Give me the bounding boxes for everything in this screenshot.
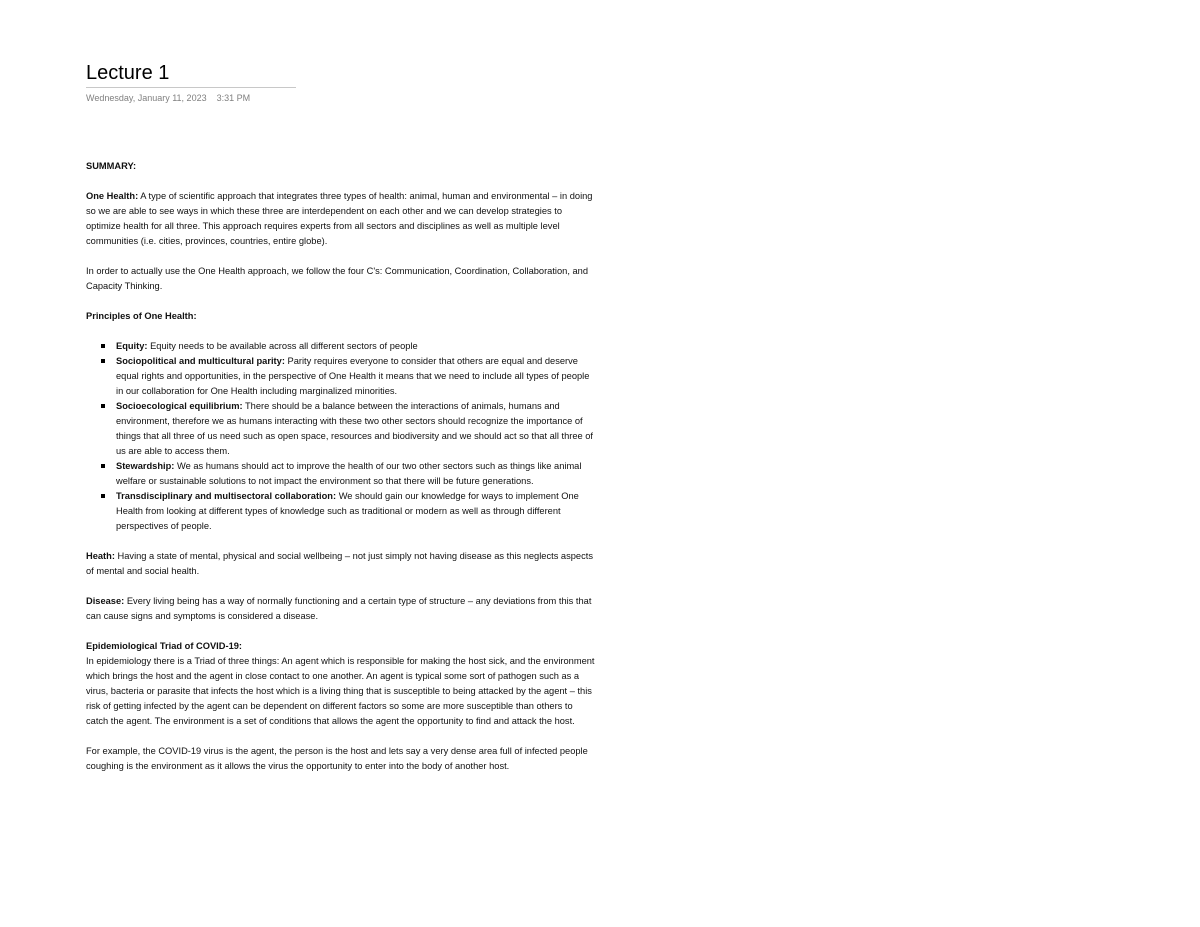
- principles-heading: Principles of One Health:: [86, 311, 197, 321]
- principle-term: Socioecological equilibrium:: [116, 401, 243, 411]
- principle-text: Parity requires everyone to consider that others are equal and deserve equal rights and opportunities, in the perspective of One Health it means that we need to include all types of people in our collaboration for One Health including marginalized minorities.: [116, 356, 590, 396]
- summary-heading: SUMMARY:: [86, 161, 137, 171]
- health-paragraph: [86, 549, 596, 579]
- principle-term: Stewardship:: [116, 461, 175, 471]
- page-time: 3:31 PM: [216, 93, 251, 103]
- note-body[interactable]: [86, 159, 596, 789]
- principle-item: [116, 489, 596, 534]
- example-paragraph: For example, the COVID-19 virus is the agent, the person is the host and lets say a very dense area full of infected people coughing is the environment as it allows the virus the opportunity to enter into the body of another host.: [86, 746, 588, 771]
- triad-paragraph: [86, 639, 596, 729]
- principle-text: We as humans should act to improve the health of our two other sectors such as things like animal welfare or sustainable solutions to not impact the environment so that there will be future generations.: [116, 461, 582, 486]
- principle-item: [116, 354, 596, 399]
- page-timestamp: [86, 92, 296, 104]
- health-text: Having a state of mental, physical and social wellbeing – not just simply not having disease as this neglects aspects of mental and social health.: [86, 551, 593, 576]
- principle-text: Equity needs to be available across all different sectors of people: [150, 341, 418, 351]
- principle-text: There should be a balance between the interactions of animals, humans and environment, therefore we as humans interacting with these two other sectors should recognize the importance of things that all three of us need such as open space, resources and biodiversity and we should act so that all three of us are able to access them.: [116, 401, 594, 456]
- principle-text: We should gain our knowledge for ways to implement One Health from looking at different types of knowledge such as traditional or modern as well as through different perspectives of people.: [116, 491, 579, 531]
- disease-paragraph: [86, 594, 596, 624]
- one-health-term: One Health:: [86, 191, 139, 201]
- page-title[interactable]: Lecture 1: [86, 60, 296, 88]
- health-term: Heath:: [86, 551, 115, 561]
- disease-text: Every living being has a way of normally functioning and a certain type of structure – any deviations from this that can cause signs and symptoms is considered a disease.: [86, 596, 592, 621]
- triad-text: In epidemiology there is a Triad of three things: An agent which is responsible for making the host sick, and the environment which brings the host and the agent in close contact to one another. An agent is typical some sort of pathogen such as a virus, bacteria or parasite that infects the host which is a living thing that is susceptible to being attacked by the agent – this risk of getting infected by the agent can be dependent on different factors so some are more susceptible than others to catch the agent. The environment is a set of conditions that allows the agent the opportunity to find and attack the host.: [86, 656, 595, 726]
- one-health-paragraph: [86, 189, 596, 249]
- principle-term: Transdisciplinary and multisectoral collaboration:: [116, 491, 337, 501]
- principle-item: [116, 399, 596, 459]
- disease-term: Disease:: [86, 596, 125, 606]
- principles-list: [86, 339, 596, 534]
- principle-term: Equity:: [116, 341, 148, 351]
- principle-term: Sociopolitical and multicultural parity:: [116, 356, 285, 366]
- triad-heading: Epidemiological Triad of COVID-19:: [86, 641, 243, 651]
- four-cs-paragraph: In order to actually use the One Health approach, we follow the four C's: Communication, Coordination, Collaboration, and Capacity Thinking.: [86, 266, 589, 291]
- page-header: [86, 60, 296, 104]
- one-health-text: A type of scientific approach that integrates three types of health: animal, human and environmental – in doing so we are able to see ways in which these three are interdependent on each other and we can develop strategies to optimize health for all three. This approach requires experts from all sectors and disciplines as well as multiple level communities (i.e. cities, provinces, countries, entire globe).: [86, 191, 593, 246]
- principle-item: [116, 339, 596, 354]
- page-date: Wednesday, January 11, 2023: [86, 93, 207, 103]
- principle-item: [116, 459, 596, 489]
